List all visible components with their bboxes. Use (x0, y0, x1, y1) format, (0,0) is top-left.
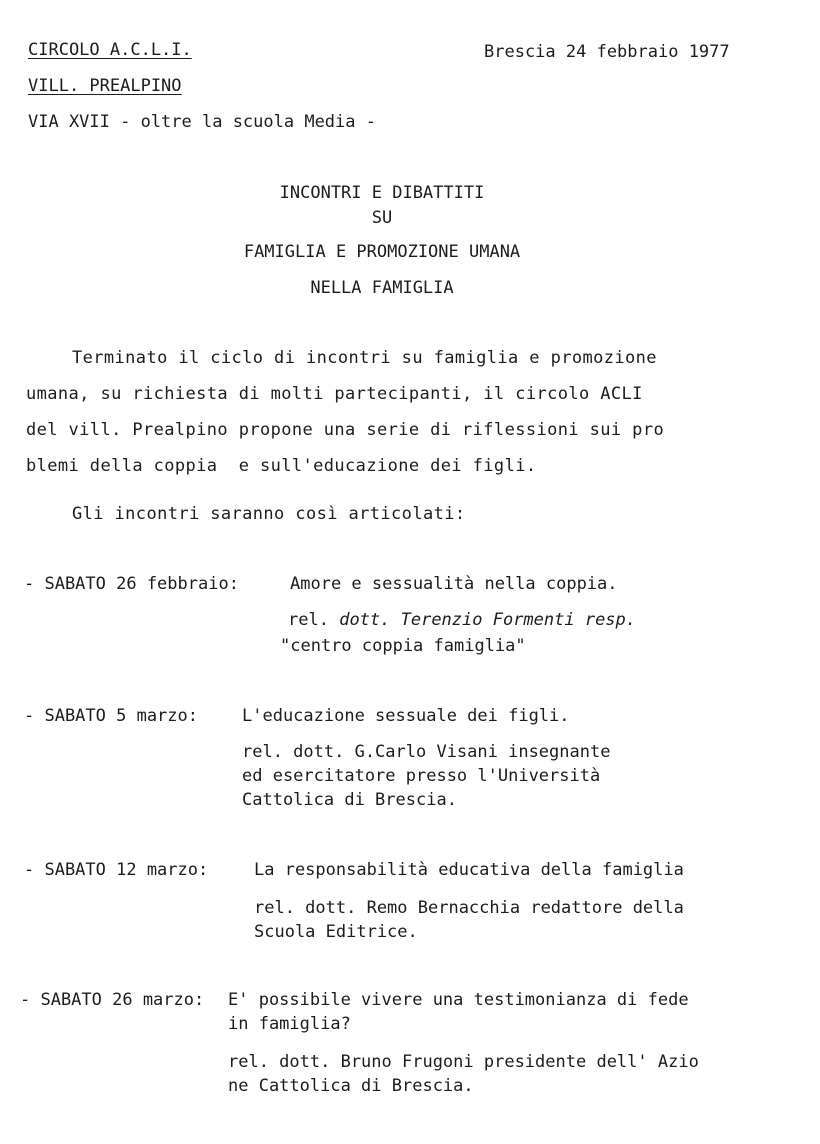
meeting-2-topic: L'educazione sessuale dei figli. (242, 706, 570, 726)
title-line-1: INCONTRI E DIBATTITI (279, 183, 485, 203)
meeting-1-date: - SABATO 26 febbraio: (24, 574, 239, 594)
meeting-2-speaker-line-3: Cattolica di Brescia. (242, 790, 457, 810)
address: VIA XVII - oltre la scuola Media - (28, 112, 376, 132)
meeting-1-speaker (288, 612, 636, 629)
meeting-3-date: - SABATO 12 marzo: (24, 860, 209, 880)
title-line-3: FAMIGLIA E PROMOZIONE UMANA (243, 242, 521, 262)
meeting-4-speaker-line-1: rel. dott. Bruno Frugoni presidente dell' Azio (228, 1052, 699, 1072)
intro-line-2: umana, su richiesta di molti partecipanti, il circolo ACLI (26, 384, 643, 404)
meeting-4-date: - SABATO 26 marzo: (20, 990, 205, 1010)
meeting-2-speaker-line-1: rel. dott. G.Carlo Visani insegnante (242, 742, 611, 762)
intro-articulated: Gli incontri saranno così articolati: (72, 504, 466, 524)
meeting-2-date: - SABATO 5 marzo: (24, 706, 198, 726)
meeting-2-speaker-line-2: ed esercitatore presso l'Università (242, 766, 601, 786)
title-line-2: SU (371, 208, 393, 228)
intro-line-3: del vill. Prealpino propone una serie di riflessioni sui pro (26, 420, 665, 440)
meeting-3-speaker-line-2: Scuola Editrice. (254, 922, 418, 942)
meeting-1-speaker-name: dott. Terenzio Formenti resp. (339, 610, 637, 630)
intro-line-4: blemi della coppia e sull'educazione dei figli. (26, 456, 537, 476)
meeting-3-speaker-line-1: rel. dott. Remo Bernacchia redattore della (254, 898, 684, 918)
meeting-1-speaker-prefix: rel. (288, 610, 329, 630)
title-line-4: NELLA FAMIGLIA (310, 278, 454, 298)
village-name: VILL. PREALPINO (28, 76, 182, 96)
meeting-4-topic-line-1: E' possibile vivere una testimonianza di fede (228, 990, 689, 1010)
meeting-3-topic: La responsabilità educativa della famiglia (254, 860, 684, 880)
meeting-1-speaker-line-2: "centro coppia famiglia" (280, 636, 526, 656)
meeting-1-topic: Amore e sessualità nella coppia. (290, 574, 618, 594)
meeting-4-topic-line-2: in famiglia? (228, 1014, 351, 1034)
intro-line-1: Terminato il ciclo di incontri su famiglia e promozione (72, 348, 657, 368)
org-name: CIRCOLO A.C.L.I. (28, 40, 192, 60)
meeting-4-speaker-line-2: ne Cattolica di Brescia. (228, 1076, 474, 1096)
place-date: Brescia 24 febbraio 1977 (484, 42, 730, 62)
